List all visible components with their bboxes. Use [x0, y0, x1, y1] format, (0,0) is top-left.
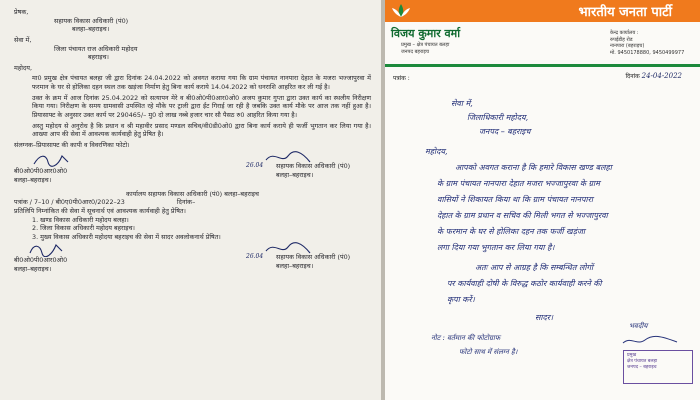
office-address — [610, 30, 690, 56]
body-line: के ग्राम पंचायत नानपारा देहात मजरा भज्जापुरवा के ग्राम — [437, 179, 600, 188]
leader-sub-1: प्रमुख – क्षेत्र पंचायत बलहा — [401, 42, 450, 48]
office-line: केन्द्र कार्यालय : — [610, 30, 639, 36]
sender-title: सहायक विकास अधिकारी (पं0) — [54, 16, 129, 25]
enclosure-line: संलग्नक–प्रियासाफ्ट की कापी व विवरणिका फोटो। — [14, 140, 130, 149]
body-line: के फरमान के घर से होलिका दहन तक फर्जी खड़ंजा — [437, 227, 585, 236]
sender-label: प्रेषक, — [14, 8, 29, 16]
stamp-line: प्रमुख — [627, 353, 637, 358]
signature-date: 26.04 — [246, 161, 264, 169]
paragraph-2: उक्त के क्रम में आज दिनांक 25.04.2022 को सत्यापन मेरे व बी0ओ0पी0आर0ओ0 अजय कुमार गुप्ता द्वारा उक्त कार्य का स्थलीय निरीक्षण किया गया। निरीक्षण के समय ग्रामवासी उपस्थित रहे मौके पर ट्राली द्वारा ईंट गिराई जा रही है जबकि उक्त कार्य मौके पर आज तक नहीं हुआ है। प्रियासाफ्ट के अनुसार उक्त कार्य पर 290465/– मु0 दो लाख नब्बे हजार चार सौ पैसठ रु0 आहरित किया गया है। — [32, 93, 371, 120]
office-line: रुपईडीह रोड — [610, 36, 633, 43]
note-line: नोट : वर्तमान की फोटोग्राफ — [431, 334, 501, 342]
ado-place: बलहा–बहराइच। — [276, 170, 314, 179]
bdo-place: बलहा–बहराइच। — [14, 175, 52, 184]
request-line: कृपा करें। — [447, 295, 475, 304]
lotus-logo-icon — [389, 1, 413, 21]
ado-title: सहायक विकास अधिकारी (पं0) — [276, 161, 351, 170]
office-line: मो. 9450178880, 9450499977 — [610, 49, 685, 56]
date-value: 24-04-2022 — [641, 72, 682, 80]
sender-place: बलहा–बहराइच। — [72, 25, 110, 34]
patrank-row — [14, 198, 371, 207]
recipient-title: जिला पंचायत राज अधिकारी महोदय — [54, 44, 138, 53]
copy-item: 1. खण्ड विकास अधिकारी महोदय बलहा। — [32, 215, 129, 224]
recipient-place: बहराइच। — [88, 53, 109, 62]
signature-date: 26.04 — [246, 253, 264, 261]
copy-item: 3. मुख्य विकास अधिकारी महोदया बहराइच की सेवा में सादर अवलोकनार्थ प्रेषित। — [32, 232, 221, 241]
dinank-label: दिनांक– — [176, 198, 196, 207]
seva-line: सेवा में, — [451, 99, 473, 108]
request-line: पर कार्यवाही दोषी के विरुद्ध कठोर कार्यवाही करने की — [447, 279, 602, 288]
patrank-value: / 7–10 / बी0ए0पी0आर0/2022–23 — [29, 198, 125, 207]
paragraph-3: अस्तु महोदय से अनुरोध है कि प्रधान व श्री महावीर प्रसाद मण्डल सचिव/वी0डी0ओ0 द्वारा बिना कार्य कराये ही फर्जी भुगतान कर लिया गया है। आख्या आप की सेवा में आवश्यक कार्यवाही हेतु प्रेषित है। — [32, 121, 371, 139]
recipient-line: जिलाधिकारी महोदय, — [467, 113, 529, 122]
paragraph-1: मा0 प्रमुख क्षेत्र पंचायत बलहा जी द्वारा दिनांक 24.04.2022 को अवगत कराया गया कि ग्राम पंचायत नानपारा देहात के मजरा भज्जापुरवा में फरमान के घर से होलिका दहन स्थल तक खड़ंजा निर्माण हेतु बिना कार्य कराये 14.04.2022 को धनराशि आहरित कर ली गई है। — [32, 74, 371, 92]
office-heading: कार्यालय सहायक विकास अधिकारी (पं0) बलहा–बहराइच — [126, 189, 259, 198]
leader-name: विजय कुमार वर्मा — [391, 27, 461, 40]
official-stamp — [623, 350, 693, 384]
note-line: फोटो साथ में संलग्न है। — [459, 348, 518, 356]
bdo-title: बी0ओ0पी0आर0ओ0 — [14, 166, 68, 175]
body-line: लगा दिया गया भुगतान कर लिया गया है। — [437, 243, 555, 252]
saadar-line: सादर। — [535, 313, 554, 322]
letterhead-divider — [385, 64, 700, 67]
signature-block-1 — [14, 150, 371, 190]
recipient-line: जनपद – बहराइच — [479, 127, 531, 136]
bhavdiy-line: भवदीय — [629, 322, 648, 330]
body-line: वासियों ने शिकायत किया था कि ग्राम पंचायत नानपारा — [437, 195, 593, 204]
leader-sub-2: जनपद बहराइच — [401, 48, 430, 55]
date-label: दिनांक — [625, 73, 640, 80]
right-document — [385, 0, 700, 400]
leader-details — [401, 42, 449, 55]
to-label: सेवा में, — [14, 35, 32, 44]
ado-title: सहायक विकास अधिकारी (पं0) — [276, 253, 351, 262]
stamp-line: जनपद – बहराइच — [627, 365, 657, 371]
patrank-label: पत्रांक — [14, 198, 28, 207]
party-name: भारतीय जनता पार्टी — [578, 5, 672, 20]
letter-date — [625, 72, 682, 80]
request-line: अतः आप से आग्रह है कि सम्बन्धित लोगों — [475, 263, 594, 272]
signature-scribble — [28, 241, 68, 257]
signature-scribble — [32, 152, 72, 168]
signature-block-2 — [14, 241, 371, 281]
copy-item: 2. जिला विकास अधिकारी महोदय बहराइच। — [32, 224, 135, 233]
ado-place: बलहा–बहराइच। — [276, 262, 314, 271]
salutation: महोदय, — [14, 63, 33, 72]
office-line: नानपारा (बहराइच) — [610, 43, 645, 49]
bdo-place: बलहा–बहराइच। — [14, 265, 52, 274]
letterhead-banner — [385, 0, 700, 22]
letter-patrank: पत्रांक : — [393, 75, 410, 82]
body-line: देहात के ग्राम प्रधान व सचिव की मिली भगत से भज्जापुरवा — [437, 211, 608, 220]
body-line: आपको अवगत कराना है कि हमारे विकास खण्ड बलहा — [455, 163, 612, 172]
signature-scribble — [621, 334, 681, 348]
copy-line: प्रतिलिपि निम्नांकित की सेवा में सूचनार्थ एवं आवश्यक कार्यवाही हेतु प्रेषित। — [14, 206, 186, 215]
salutation-line: महोदय, — [425, 147, 448, 156]
stamp-line: क्षेत्र पंचायत बलहा — [627, 359, 658, 365]
bdo-title: बी0ओ0पी0आर0ओ0 — [14, 256, 68, 265]
